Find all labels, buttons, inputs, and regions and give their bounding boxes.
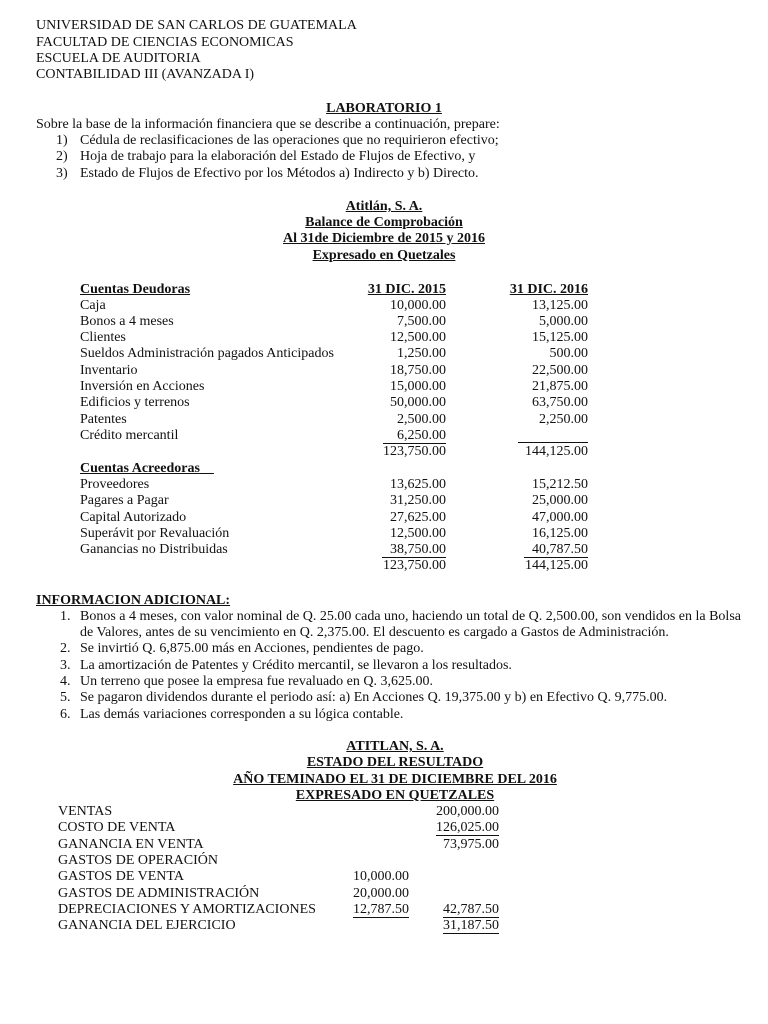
income-line-name: GASTOS DE OPERACIÓN: [58, 853, 218, 868]
lab-title: LABORATORIO 1: [326, 101, 442, 116]
info-text: Se invirtió Q. 6,875.00 más en Acciones, pendientes de pago.: [80, 641, 424, 656]
income-value-total: 42,787.50: [443, 902, 499, 917]
debit-account-name: Patentes: [80, 412, 127, 427]
income-value-total: 31,187.50: [443, 918, 499, 933]
debit-value-2015: 18,750.00: [390, 363, 446, 378]
income-period: AÑO TEMINADO EL 31 DE DICIEMBRE DEL 2016: [233, 772, 557, 787]
debit-account-name: Inventario: [80, 363, 138, 378]
credit-value-2016: 16,125.00: [532, 526, 588, 541]
faculty-name: FACULTAD DE CIENCIAS ECONOMICAS: [36, 35, 294, 50]
school-name: ESCUELA DE AUDITORIA: [36, 51, 201, 66]
income-line-name: VENTAS: [58, 804, 113, 819]
income-value-detail: 12,787.50: [353, 902, 409, 917]
task-number: 1): [56, 133, 68, 148]
debit-value-2015: 10,000.00: [390, 298, 446, 313]
income-line-name: DEPRECIACIONES Y AMORTIZACIONES: [58, 902, 316, 917]
income-line-name: GASTOS DE ADMINISTRACIÓN: [58, 886, 260, 901]
credit-account-name: Proveedores: [80, 477, 150, 492]
column-header-2016: 31 DIC. 2016: [509, 282, 588, 297]
income-company: ATITLAN, S. A.: [346, 739, 444, 754]
income-value-total: 73,975.00: [443, 837, 499, 852]
debit-account-name: Inversión en Acciones: [80, 379, 205, 394]
task-number: 3): [56, 166, 68, 181]
info-text: La amortización de Patentes y Crédito mercantil, se llevaron a los resultados.: [80, 658, 512, 673]
debit-total-2016: 144,125.00: [525, 444, 588, 459]
credit-value-2015: 12,500.00: [390, 526, 446, 541]
credit-value-2015: 38,750.00: [382, 542, 446, 558]
income-title: ESTADO DEL RESULTADO: [306, 755, 484, 770]
task-text: Hoja de trabajo para la elaboración del Estado de Flujos de Efectivo, y: [80, 149, 476, 164]
task-number: 2): [56, 149, 68, 164]
credit-account-name: Pagares a Pagar: [80, 493, 169, 508]
debit-total-2015: 123,750.00: [383, 444, 446, 459]
income-value-detail: 10,000.00: [353, 869, 409, 884]
info-text: Se pagaron dividendos durante el periodo así: a) En Acciones Q. 19,375.00 y b) en Efectivo Q. 9,775.00.: [80, 690, 668, 705]
balance-date: Al 31de Diciembre de 2015 y 2016: [283, 231, 485, 246]
income-line-name: GANANCIA DEL EJERCICIO: [58, 918, 236, 933]
debit-value-2016: 5,000.00: [539, 314, 588, 329]
info-number: 1.: [60, 609, 71, 624]
credit-value-2016: 25,000.00: [532, 493, 588, 508]
income-line-name: GASTOS DE VENTA: [58, 869, 184, 884]
course-name: CONTABILIDAD III (AVANZADA I): [36, 67, 255, 82]
info-text: Las demás variaciones corresponden a su lógica contable.: [80, 707, 404, 722]
balance-title: Balance de Comprobación: [305, 215, 463, 230]
debit-value-2016: 2,250.00: [539, 412, 588, 427]
task-text: Cédula de reclasificaciones de las operaciones que no requirieron efectivo;: [80, 133, 499, 148]
credit-account-name: Ganancias no Distribuidas: [80, 542, 228, 557]
debit-value-2015: 6,250.00: [383, 428, 446, 444]
debit-value-2015: 7,500.00: [397, 314, 446, 329]
debit-value-2015: 12,500.00: [390, 330, 446, 345]
info-number: 5.: [60, 690, 71, 705]
debit-value-2016: 21,875.00: [532, 379, 588, 394]
debit-value-2015: 2,500.00: [397, 412, 446, 427]
debit-value-2015: 1,250.00: [397, 346, 446, 361]
debit-value-2015: 50,000.00: [390, 395, 446, 410]
credit-value-2015: 27,625.00: [390, 510, 446, 525]
income-line-name: COSTO DE VENTA: [58, 820, 176, 835]
lab-intro: Sobre la base de la información financiera que se describe a continuación, prepare:: [36, 117, 500, 132]
credit-accounts-header: Cuentas Acreedoras: [80, 461, 200, 476]
balance-company: Atitlán, S. A.: [345, 199, 423, 214]
credit-value-2016: 15,212.50: [532, 477, 588, 492]
debit-account-name: Crédito mercantil: [80, 428, 179, 443]
debit-value-2016: 15,125.00: [532, 330, 588, 345]
debit-account-name: Bonos a 4 meses: [80, 314, 174, 329]
credit-account-name: Superávit por Revaluación: [80, 526, 230, 541]
credit-value-2015: 31,250.00: [390, 493, 446, 508]
credit-total-2015: 123,750.00: [383, 558, 446, 573]
total-rule-2016: [518, 442, 588, 443]
income-line-name: GANANCIA EN VENTA: [58, 837, 204, 852]
income-value-total: 126,025.00: [436, 820, 499, 835]
debit-value-2015: 15,000.00: [390, 379, 446, 394]
debit-value-2016: 500.00: [549, 346, 588, 361]
task-text: Estado de Flujos de Efectivo por los Métodos a) Indirecto y b) Directo.: [80, 166, 479, 181]
debit-account-name: Caja: [80, 298, 106, 313]
info-number: 6.: [60, 707, 71, 722]
income-value-total: 200,000.00: [436, 804, 499, 819]
credit-total-2016: 144,125.00: [525, 558, 588, 573]
income-currency: EXPRESADO EN QUETZALES: [295, 788, 495, 803]
credit-value-2015: 13,625.00: [390, 477, 446, 492]
info-text: Un terreno que posee la empresa fue revaluado en Q. 3,625.00.: [80, 674, 433, 689]
info-number: 4.: [60, 674, 71, 689]
debit-account-name: Clientes: [80, 330, 126, 345]
info-text: Bonos a 4 meses, con valor nominal de Q. 25.00 cada uno, haciendo un total de Q. 2,500.00, son vendidos en la Bolsa: [80, 609, 741, 624]
debit-account-name: Sueldos Administración pagados Anticipados: [80, 346, 334, 361]
debit-value-2016: 13,125.00: [532, 298, 588, 313]
income-value-detail: 20,000.00: [353, 886, 409, 901]
debit-account-name: Edificios y terrenos: [80, 395, 190, 410]
credit-value-2016: 47,000.00: [532, 510, 588, 525]
debit-accounts-header: Cuentas Deudoras: [80, 282, 191, 297]
credit-account-name: Capital Autorizado: [80, 510, 187, 525]
credit-value-2016: 40,787.50: [524, 542, 588, 558]
debit-value-2016: 63,750.00: [532, 395, 588, 410]
info-number: 2.: [60, 641, 71, 656]
balance-currency: Expresado en Quetzales: [312, 248, 456, 263]
debit-value-2016: 22,500.00: [532, 363, 588, 378]
university-name: UNIVERSIDAD DE SAN CARLOS DE GUATEMALA: [36, 18, 357, 33]
info-text-continued: de Valores, antes de su vencimiento en Q. 2,375.00. El descuento es cargado a Gastos de Administración.: [80, 625, 669, 640]
column-header-2015: 31 DIC. 2015: [367, 282, 446, 297]
additional-info-title: INFORMACION ADICIONAL:: [36, 593, 231, 608]
info-number: 3.: [60, 658, 71, 673]
